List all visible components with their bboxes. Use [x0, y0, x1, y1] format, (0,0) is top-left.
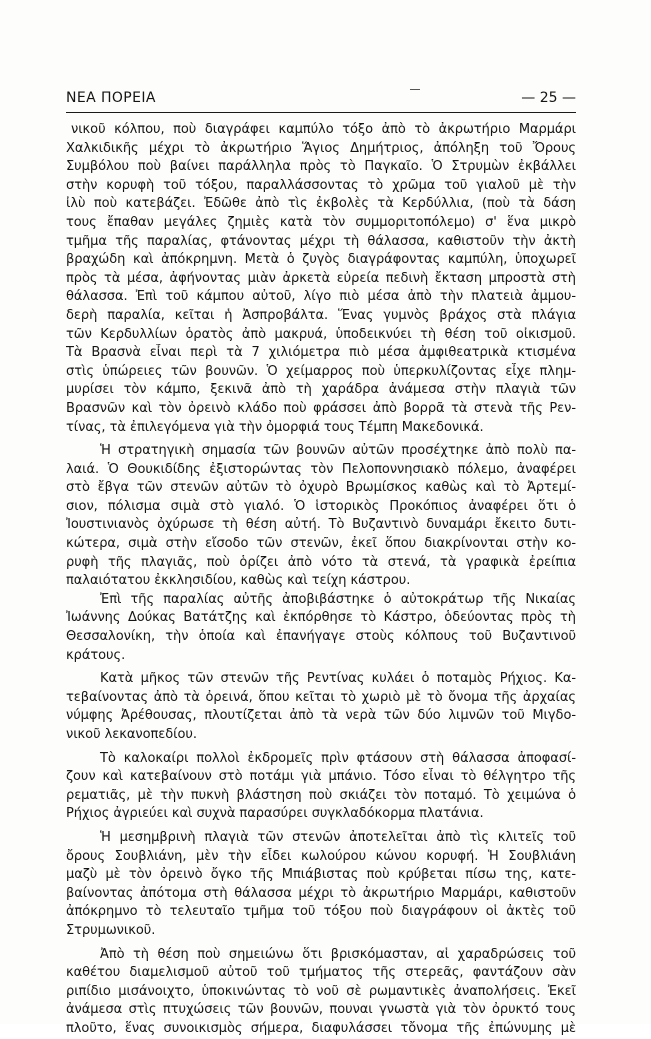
text-line: τους ἔπαθαν μεγάλες ζημιὲς κατὰ τὸν συμμοριτοπόλεμο) σ' ἕνα μικρὸ: [66, 214, 576, 230]
text-line: Ἰωάννης Δούκας Βατάτζης καὶ ἐκπόρθησε τὸ Κάστρο, ὁδεύοντας πρὸς τὴ: [66, 610, 576, 626]
text-line: ρυφὴ τῆς πλαγιᾶς, ποὺ ὁρίζει ἀπὸ νότο τὰ στενά, τὰ γραφικὰ ἐρείπια: [66, 554, 576, 570]
text-line: τίνας, τὰ ἐπιλεγόμενα γιὰ τὴν ὀμορφιά τους Τέμπη Μακεδονικά.: [66, 419, 484, 435]
text-line: νικοῦ λεκανοπεδίου.: [66, 727, 197, 742]
text-line: δερὴ παραλία, κεῖται ἡ Ἀσπροβάλτα. Ἕνας γυμνὸς βράχος στὰ πλάγια: [66, 307, 576, 323]
text-line: Τὸ καλοκαίρι πολλοὶ ἐκδρομεῖς πρὶν φτάσουν στὴ θάλασσα ἀποφασί-: [100, 750, 576, 766]
text-line: ἀπόκρημνο τὸ τελευταῖο τμῆμα τοῦ τόξου ποὺ διαγράφουν οἱ ἀκτὲς τοῦ: [66, 904, 576, 920]
text-line: ὄρους Σουβλιάνη, μὲν τὴν εἶδει κωλούρου κώνου κορυφή. Ἡ Σουβλιάνη: [66, 848, 576, 864]
text-line: Κατὰ μῆκος τῶν στενῶν τῆς Ρεντίνας κυλάει ὁ ποταμὸς Ρήχιος. Κα-: [100, 671, 576, 687]
text-line: πρὸς τὰ μέσα, ἀφήνοντας μιὰν ἀρκετὰ εὐρεία πεδινὴ ἔκταση μπροστὰ στὴ: [66, 270, 576, 286]
text-line: κράτους.: [66, 647, 126, 663]
text-line: σιον, πόλισμα σιμὰ στὸ γιαλό. Ὁ ἱστορικὸς Προκόπιος ἀναφέρει ὅτι ὁ: [66, 498, 576, 514]
text-line: ζουν καὶ κατεβαίνουν στὸ ποτάμι γιὰ μπάνιο. Τόσο εἶναι τὸ θέλγητρο τῆς: [66, 769, 576, 785]
text-line: κώτερα, σιμὰ στὴν εἴσοδο τῶν στενῶν, ἐκεῖ ὅπου διακρίνονται στὴν κο-: [66, 536, 576, 552]
page-header: [66, 90, 576, 110]
text-line: Βρασνῶν καὶ τὸν ὀρεινὸ κλάδο ποὺ φράσσει ἀπὸ βορρᾶ τὰ στενὰ τῆς Ρεν-: [66, 400, 576, 416]
text-line: Συμβόλου ποὺ βαίνει παράλληλα πρὸς τὸ Παγκαῖο. Ὁ Στρυμὼν ἐκβάλλει: [66, 159, 576, 175]
text-line: Χαλκιδικῆς μέχρι τὸ ἀκρωτήριο Ἅγιος Δημήτριος, ἀπόληξη τοῦ Ὄρους: [66, 140, 576, 156]
header-rule: [66, 112, 576, 113]
text-line: μυρίσει τὸν κάμπο, ξεκινᾶ ἀπὸ τὴ χαράδρα ἀνάμεσα στὴν πλαγιὰ τῶν: [66, 382, 576, 398]
text-line: Τὰ Βρασνὰ εἶναι περὶ τὰ 7 χιλιόμετρα πιὸ μέσα ἀμφιθεατρικὰ κτισμένα: [66, 345, 576, 361]
text-line: λαιά. Ὁ Θουκιδίδης ἐξιστορώντας τὸν Πελοποννησιακὸ πόλεμο, ἀναφέρει: [66, 461, 576, 477]
text-line: ἀνάμεσα στὶς πτυχώσεις τῶν βουνῶν, πουναι γνωστὰ γιὰ τὸν ὀρυκτό τους: [66, 1002, 576, 1018]
text-line: Ἀπὸ τὴ θέση ποὺ σημειώνω ὅτι βρισκόμασταν, αἱ χαραδρώσεις τοῦ: [100, 946, 576, 962]
text-line: παλαιότατου ἐκκλησιδίου, καθὼς καὶ τείχη κάστρου.: [66, 573, 411, 589]
text-line: καθέτου διαμελισμοῦ αὐτοῦ τοῦ τμήματος τῆς στερεᾶς, φαντάζουν σὰν: [66, 965, 576, 981]
text-line: νύμφης Ἀρέθουσας, πλουτίζεται ἀπὸ τὰ νερὰ τῶν δύο λιμνῶν τοῦ Μιγδο-: [66, 708, 576, 724]
stray-mark: [410, 89, 420, 90]
text-line: Ἡ μεσημβρινὴ πλαγιὰ τῶν στενῶν ἀποτελεῖται ἀπὸ τὶς κλιτεῖς τοῦ: [100, 829, 576, 845]
body-text: [66, 121, 576, 1039]
text-line: στὸ ἔβγα τῶν στενῶν αὐτῶν τὸ ὀχυρὸ Βρωμίσκος καθὼς καὶ τὸ Ἀρτεμί-: [66, 480, 576, 496]
text-line: στὴν κορυφὴ τοῦ τόξου, παραλλάσσοντας τὸ χρῶμα τοῦ γιαλοῦ μὲ τὴν: [66, 177, 576, 193]
page-number: — 25 —: [521, 90, 576, 106]
text-line: βαίνοντας ἀπότομα στὴ θάλασσα μέχρι τὸ ἀκρωτήριο Μαρμάρι, καθιστοῦν: [66, 885, 576, 901]
text-line: ριπίδιο μισάνοιχτο, ὑποκινώντας τὸ νοῦ σὲ ρωμαντικὲς ἀναπολήσεις. Ἐκεῖ: [66, 983, 576, 999]
text-line: Ἐπὶ τῆς παραλίας αὐτῆς ἀποβιβάστηκε ὁ αὐτοκράτωρ τῆς Νικαίας: [100, 591, 576, 607]
text-line: Ἰουστινιανὸς ὀχύρωσε τὴ θέση αὐτή. Τὸ Βυζαντινὸ δυναμάρι ἔκειτο δυτι-: [66, 517, 576, 533]
text-line: Θεσσαλονίκη, τὴν ὁποία καὶ ἐπανήγαγε στοὺς κόλπους τοῦ Βυζαντινοῦ: [66, 629, 576, 645]
text-line: στὶς ὑπώρειες τῶν βουνῶν. Ὁ χείμαρρος ποὺ ὑπερκυλίζοντας εἶχε πλημ-: [66, 363, 576, 379]
text-line: μαζὺ μὲ τὸν ὀρεινὸ ὄγκο τῆς Μπιάβιστας ποὺ κρύβεται πίσω της, κατε-: [66, 867, 576, 883]
text-line: Στρυμωνικοῦ.: [66, 922, 156, 938]
journal-title: ΝΕΑ ΠΟΡΕΙΑ: [66, 90, 156, 106]
text-line: Ρήχιος ἀγριεύει καὶ συχνὰ παρασύρει συγκλαδόκορμα πλατάνια.: [66, 806, 484, 822]
text-line: ἰλὺ ποὺ κατεβάζει. Ἐδῶθε ἀπὸ τὶς ἐκβολὲς τὰ Κερδύλλια, (ποὺ τὰ δάση: [66, 196, 576, 212]
text-line: τμῆμα τῆς παραλίας, φτάνοντας μέχρι τὴ θάλασσα, καθιστοῦν τὴν ἀκτὴ: [66, 233, 576, 249]
text-line: βραχώδη καὶ ἀπόκρημνη. Μετὰ ὁ ζυγὸς διαγράφοντας καμπύλη, ὑποχωρεῖ: [66, 252, 576, 268]
text-line: τεβαίνοντας ἀπὸ τὰ ὀρεινά, ὅπου κεῖται τὸ χωριὸ μὲ τὸ ὄνομα τῆς ἀρχαίας: [66, 689, 576, 705]
text-line: θάλασσα. Ἐπὶ τοῦ κάμπου αὐτοῦ, λίγο πιὸ μέσα ἀπὸ τὴν πλατειὰ ἀμμου-: [66, 289, 576, 305]
text-line: Ἡ στρατηγικὴ σημασία τῶν βουνῶν αὐτῶν προσέχτηκε ἀπὸ πολὺ πα-: [100, 443, 576, 459]
text-line: πλοῦτο, ἕνας συνοικισμὸς σήμερα, διαφυλάσσει τὄνομα τῆς ἐπώνυμης μὲ: [66, 1020, 576, 1036]
text-line: τῶν Κερδυλλίων ὁρατὸς ἀπὸ μακρυά, ὑποδεικνύει τὴ θέση τοῦ οἰκισμοῦ.: [66, 326, 576, 342]
text-line: ρεματιᾶς, μὲ τὴν πυκνὴ βλάστηση ποὺ σκιάζει τὸν ποταμό. Τὸ χειμώνα ὁ: [66, 787, 576, 803]
text-line: νικοῦ κόλπου, ποὺ διαγράφει καμπύλο τόξο ἀπὸ τὸ ἀκρωτήριο Μαρμάρι: [71, 122, 576, 137]
